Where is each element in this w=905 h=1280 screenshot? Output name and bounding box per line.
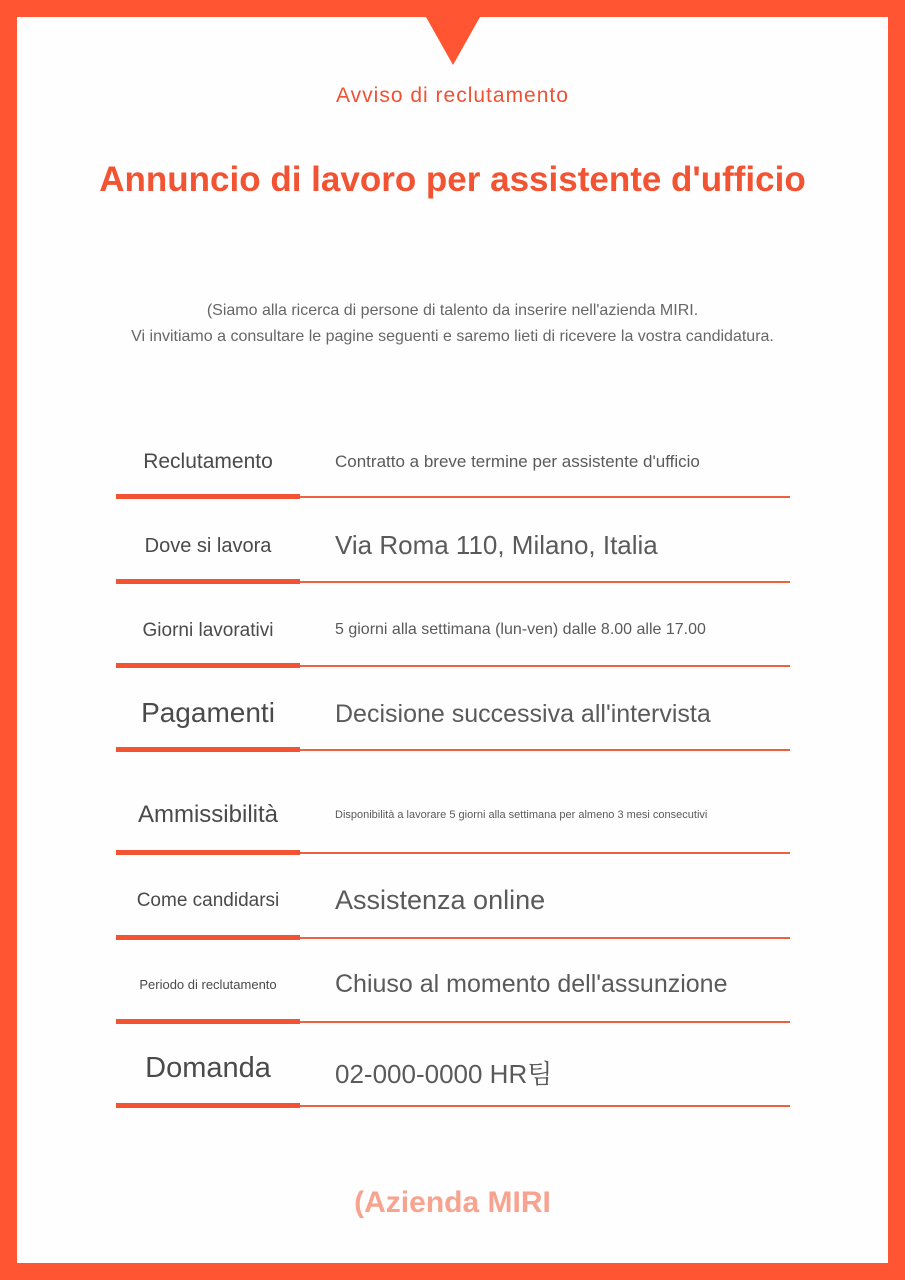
row-value: 02-000-0000 HR팀 <box>335 1059 553 1089</box>
row-label: Pagamenti <box>141 697 275 728</box>
row-label: Periodo di reclutamento <box>139 977 277 992</box>
row-label: Giorni lavorativi <box>142 620 274 641</box>
row-label: Come candidarsi <box>136 890 280 911</box>
row-value: Via Roma 110, Milano, Italia <box>335 530 658 560</box>
row-divider-thin <box>300 496 790 498</box>
top-notch-triangle <box>426 17 480 65</box>
row-value: Chiuso al momento dell'assunzione <box>335 970 728 998</box>
kicker-text: Avviso di reclutamento <box>336 84 569 107</box>
page-title: Annuncio di lavoro per assistente d'ufficio <box>99 160 806 199</box>
row-divider-thin <box>300 1021 790 1023</box>
table-row <box>116 1048 790 1132</box>
row-divider-thin <box>300 937 790 939</box>
table-row <box>116 880 790 964</box>
row-divider-thick <box>116 579 300 584</box>
row-value: Assistenza online <box>335 885 546 915</box>
table-row <box>116 796 790 880</box>
row-divider-thick <box>116 1103 300 1108</box>
company-footer: (Azienda MIRI <box>354 1186 551 1219</box>
row-label: Reclutamento <box>143 450 273 473</box>
row-value: 5 giorni alla settimana (lun-ven) dalle 8.00 alle 17.00 <box>335 621 706 638</box>
table-row <box>116 440 790 524</box>
intro-line-1: (Siamo alla ricerca di persone di talento da inserire nell'azienda MIRI. <box>206 302 699 319</box>
row-divider-thick <box>116 663 300 668</box>
table-row <box>116 524 790 608</box>
intro-line-2: Vi invitiamo a consultare le pagine seguenti e saremo lieti di ricevere la vostra candidatura. <box>131 328 774 345</box>
row-label: Ammissibilità <box>137 801 278 828</box>
row-label: Domanda <box>145 1052 271 1084</box>
row-divider-thick <box>116 494 300 499</box>
row-value: Disponibilità a lavorare 5 giorni alla settimana per almeno 3 mesi consecutivi <box>335 809 708 821</box>
row-value: Decisione successiva all'intervista <box>335 700 711 728</box>
table-row <box>116 692 790 776</box>
row-divider-thin <box>300 749 790 751</box>
row-divider-thick <box>116 1019 300 1024</box>
row-divider-thick <box>116 935 300 940</box>
row-divider-thin <box>300 852 790 854</box>
row-divider-thick <box>116 747 300 752</box>
row-divider-thin <box>300 1105 790 1107</box>
row-divider-thick <box>116 850 300 855</box>
intro-text <box>0 298 905 350</box>
row-label: Dove si lavora <box>144 535 272 557</box>
row-divider-thin <box>300 665 790 667</box>
table-row <box>116 608 790 692</box>
row-value: Contratto a breve termine per assistente d'ufficio <box>335 452 700 471</box>
row-divider-thin <box>300 581 790 583</box>
table-row <box>116 964 790 1048</box>
